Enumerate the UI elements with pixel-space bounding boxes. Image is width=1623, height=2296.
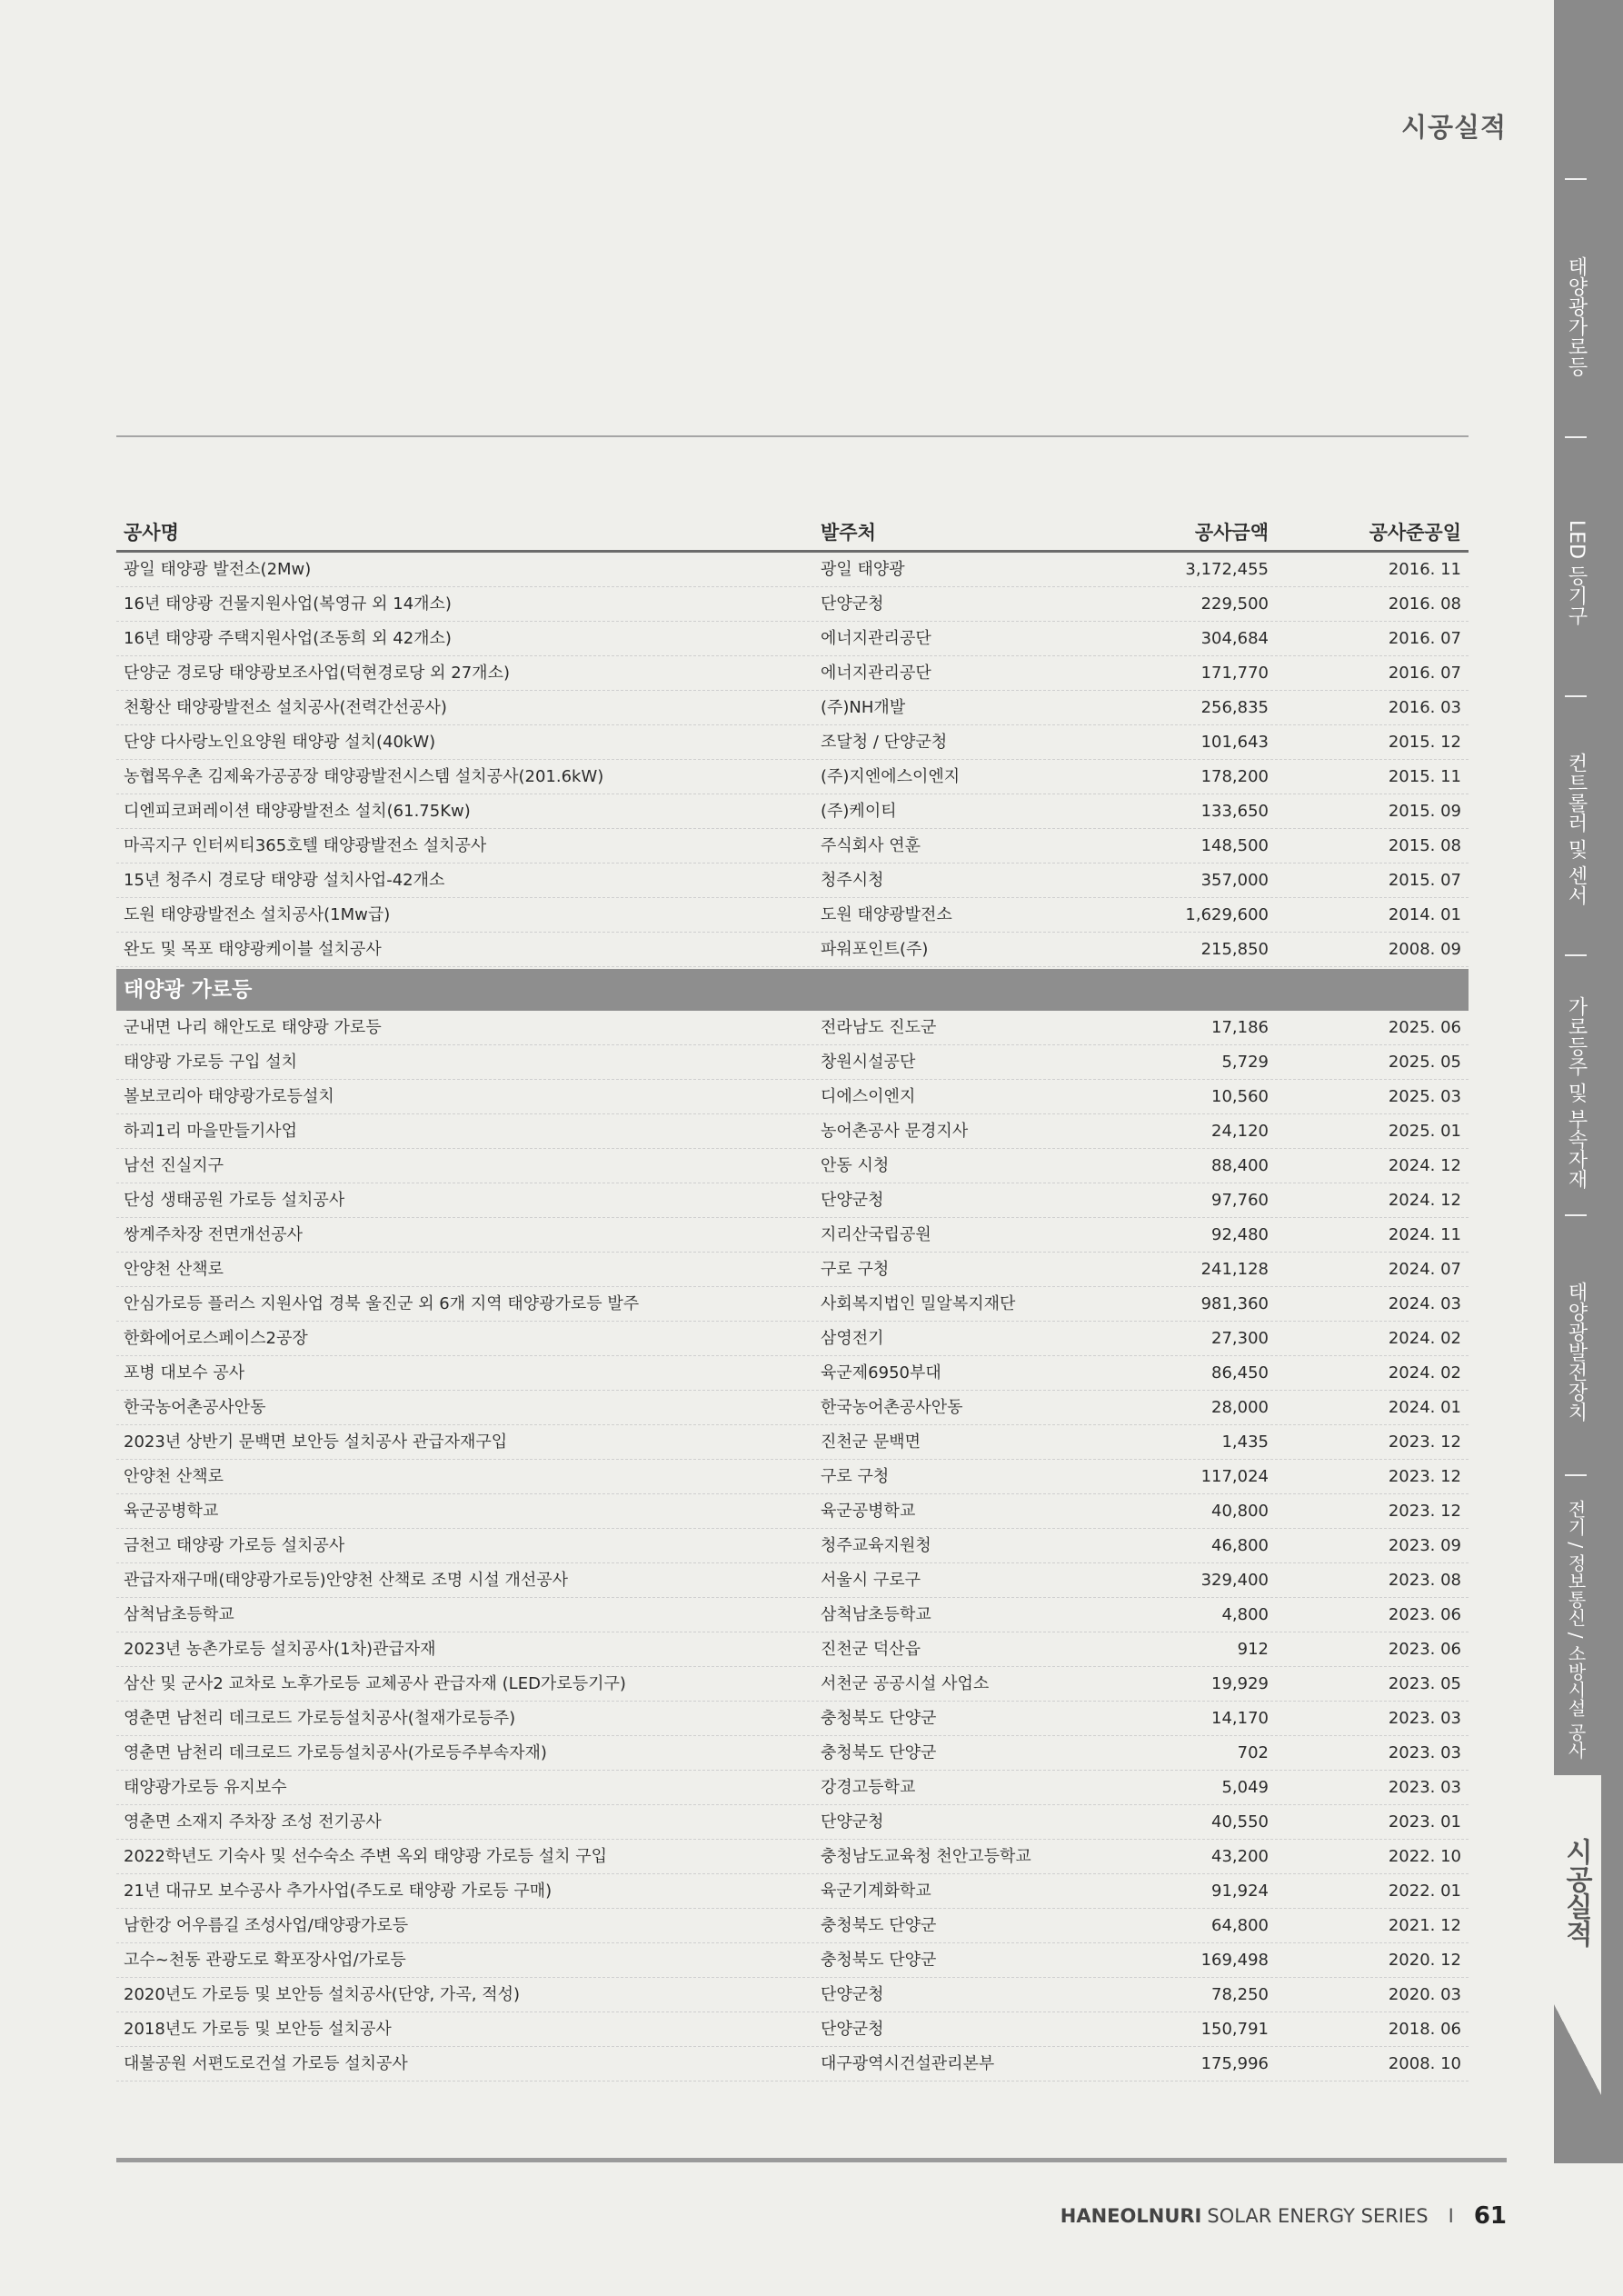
client-name: 지리산국립공원 (821, 1225, 931, 1244)
table-row (116, 1943, 1469, 1978)
contract-amount: 14,170 (1211, 1709, 1269, 1728)
client-name: 충청북도 단양군 (821, 1709, 937, 1728)
completion-date: 2023. 08 (1388, 1571, 1461, 1590)
project-name: 16년 태양광 건물지원사업(복영규 외 14개소) (124, 594, 452, 614)
project-name: 2018년도 가로등 및 보안등 설치공사 (124, 2020, 392, 2039)
contract-amount: 1,435 (1221, 1433, 1269, 1452)
header-client: 발주처 (821, 522, 876, 544)
contract-amount: 24,120 (1211, 1122, 1269, 1141)
side-tab-nav (1554, 0, 1623, 2163)
client-name: 청주교육지원청 (821, 1536, 931, 1555)
contract-amount: 40,550 (1211, 1812, 1269, 1832)
page-title: 시공실적 (1400, 112, 1507, 143)
project-name: 농협목우촌 김제육가공공장 태양광발전시스템 설치공사(201.6kW) (124, 767, 604, 786)
tab-divider (1565, 695, 1587, 697)
completion-date: 2025. 05 (1388, 1053, 1461, 1072)
table-row (116, 1253, 1469, 1287)
group-solar-streetlights (116, 1011, 1469, 2081)
project-name: 한화에어로스페이스2공장 (124, 1329, 308, 1348)
header-name: 공사명 (124, 522, 179, 544)
header-date: 공사준공일 (1369, 522, 1461, 544)
contract-amount: 133,650 (1200, 802, 1269, 821)
completion-date: 2022. 01 (1388, 1882, 1461, 1901)
client-name: 진천군 문백면 (821, 1433, 921, 1452)
table-row (116, 794, 1469, 829)
project-name: 관급자재구매(태양광가로등)안양천 산책로 조명 시설 개선공사 (124, 1571, 569, 1590)
table-row (116, 691, 1469, 725)
client-name: 대구광역시건설관리본부 (821, 2054, 995, 2073)
contract-amount: 357,000 (1200, 871, 1269, 890)
project-name: 마곡지구 인터씨티365호텔 태양광발전소 설치공사 (124, 836, 487, 855)
contract-amount: 241,128 (1200, 1260, 1269, 1279)
project-name: 태양광 가로등 구입 설치 (124, 1053, 298, 1072)
completion-date: 2023. 03 (1388, 1778, 1461, 1797)
client-name: 충청북도 단양군 (821, 1743, 937, 1762)
client-name: 단양군청 (821, 2020, 884, 2039)
project-name: 삼척남초등학교 (124, 1605, 234, 1624)
completion-date: 2023. 01 (1388, 1812, 1461, 1832)
client-name: 파워포인트(주) (821, 940, 929, 959)
completion-date: 2024. 01 (1388, 1398, 1461, 1417)
table-row (116, 2047, 1469, 2081)
project-name: 볼보코리아 태양광가로등설치 (124, 1087, 334, 1106)
contract-amount: 91,924 (1211, 1882, 1269, 1901)
completion-date: 2021. 12 (1388, 1916, 1461, 1935)
contract-amount: 27,300 (1211, 1329, 1269, 1348)
contract-amount: 46,800 (1211, 1536, 1269, 1555)
table-row (116, 1840, 1469, 1874)
table-row (116, 1874, 1469, 1909)
tab-led-fixture[interactable]: LED 등기구 (1565, 520, 1588, 626)
completion-date: 2024. 12 (1388, 1191, 1461, 1210)
table-row (116, 1460, 1469, 1494)
completion-date: 2015. 08 (1388, 836, 1461, 855)
contract-amount: 101,643 (1200, 733, 1269, 752)
project-name: 단양 다사랑노인요양원 태양광 설치(40kW) (124, 733, 436, 752)
table-row (116, 1563, 1469, 1598)
contract-amount: 117,024 (1200, 1467, 1269, 1486)
client-name: 구로 구청 (821, 1260, 890, 1279)
project-name: 디엔피코퍼레이션 태양광발전소 설치(61.75Kw) (124, 802, 471, 821)
project-name: 포병 대보수 공사 (124, 1363, 245, 1383)
table-row (116, 1736, 1469, 1771)
tab-solar-generator[interactable]: 태양광발전장치 (1565, 1282, 1588, 1422)
project-name: 천황산 태양광발전소 설치공사(전력간선공사) (124, 698, 447, 717)
client-name: 진천군 덕산읍 (821, 1640, 921, 1659)
project-name: 영춘면 소재지 주차장 조성 전기공사 (124, 1812, 382, 1832)
project-name: 2023년 상반기 문백면 보안등 설치공사 관급자재구입 (124, 1433, 508, 1452)
project-table (116, 512, 1469, 2081)
completion-date: 2015. 12 (1388, 733, 1461, 752)
table-row (116, 587, 1469, 622)
page-number: 61 (1473, 2202, 1507, 2230)
table-row (116, 1183, 1469, 1218)
tab-divider (1565, 178, 1587, 180)
contract-amount: 10,560 (1211, 1087, 1269, 1106)
table-row (116, 1909, 1469, 1943)
table-row (116, 1494, 1469, 1529)
completion-date: 2018. 06 (1388, 2020, 1461, 2039)
section-title-solar-streetlight: 태양광 가로등 (116, 969, 1469, 1011)
table-row (116, 898, 1469, 933)
tab-controller-sensor[interactable]: 컨트롤러 및 센서 (1565, 753, 1588, 905)
table-row (116, 622, 1469, 656)
table-row (116, 1287, 1469, 1322)
client-name: 사회복지법인 밀알복지재단 (821, 1294, 1016, 1313)
project-name: 15년 청주시 경로당 태양광 설치사업-42개소 (124, 871, 445, 890)
footer (1060, 2198, 1507, 2234)
client-name: (주)케이티 (821, 802, 897, 821)
client-name: 창원시설공단 (821, 1053, 916, 1072)
tab-electrical-works[interactable]: 전기 / 정보통신 / 소방시설 공사 (1565, 1500, 1587, 1760)
table-row (116, 2012, 1469, 2047)
table-row (116, 1425, 1469, 1460)
project-name: 영춘면 남천리 데크로드 가로등설치공사(가로등주부속자재) (124, 1743, 547, 1762)
client-name: 청주시청 (821, 871, 884, 890)
project-name: 2022학년도 기숙사 및 선수숙소 주변 옥외 태양광 가로등 설치 구입 (124, 1847, 608, 1866)
completion-date: 2024. 02 (1388, 1363, 1461, 1383)
table-row (116, 1322, 1469, 1356)
project-name: 완도 및 목포 태양광케이블 설치공사 (124, 940, 382, 959)
completion-date: 2024. 11 (1388, 1225, 1461, 1244)
table-row (116, 1529, 1469, 1563)
project-name: 안심가로등 플러스 지원사업 경북 울진군 외 6개 지역 태양광가로등 발주 (124, 1294, 640, 1313)
contract-amount: 178,200 (1200, 767, 1269, 786)
client-name: 충청남도교육청 천안고등학교 (821, 1847, 1031, 1866)
tab-construction-record[interactable]: 시공실적 (1560, 1838, 1592, 1947)
client-name: (주)NH개발 (821, 698, 906, 717)
contract-amount: 17,186 (1211, 1018, 1269, 1037)
table-row (116, 553, 1469, 587)
completion-date: 2020. 03 (1388, 1985, 1461, 2004)
contract-amount: 4,800 (1221, 1605, 1269, 1624)
project-name: 금천고 태양광 가로등 설치공사 (124, 1536, 345, 1555)
completion-date: 2015. 09 (1388, 802, 1461, 821)
table-row (116, 1667, 1469, 1702)
contract-amount: 19,929 (1211, 1674, 1269, 1693)
client-name: 육군기계화학교 (821, 1882, 931, 1901)
completion-date: 2008. 10 (1388, 2054, 1461, 2073)
contract-amount: 92,480 (1211, 1225, 1269, 1244)
table-row (116, 760, 1469, 794)
contract-amount: 912 (1237, 1640, 1269, 1659)
project-name: 태양광가로등 유지보수 (124, 1778, 287, 1797)
table-row (116, 863, 1469, 898)
completion-date: 2020. 12 (1388, 1951, 1461, 1970)
table-row (116, 1080, 1469, 1114)
client-name: 단양군청 (821, 1191, 884, 1210)
project-name: 21년 대규모 보수공사 추가사업(주도로 태양광 가로등 구매) (124, 1882, 553, 1901)
contract-amount: 64,800 (1211, 1916, 1269, 1935)
client-name: 전라남도 진도군 (821, 1018, 937, 1037)
completion-date: 2014. 01 (1388, 905, 1461, 924)
completion-date: 2008. 09 (1388, 940, 1461, 959)
table-row (116, 1045, 1469, 1080)
tab-solar-streetlight[interactable]: 태양광가로등 (1565, 256, 1588, 376)
table-row (116, 1632, 1469, 1667)
contract-amount: 97,760 (1211, 1191, 1269, 1210)
client-name: 에너지관리공단 (821, 629, 931, 648)
client-name: 충청북도 단양군 (821, 1951, 937, 1970)
project-name: 단양군 경로당 태양광보조사업(덕현경로당 외 27개소) (124, 664, 510, 683)
tab-divider (1565, 1474, 1587, 1476)
project-name: 광일 태양광 발전소(2Mw) (124, 560, 312, 579)
client-name: 삼영전기 (821, 1329, 884, 1348)
completion-date: 2023. 12 (1388, 1502, 1461, 1521)
client-name: 한국농어촌공사안동 (821, 1398, 963, 1417)
side-tab-notch (1554, 2004, 1601, 2095)
contract-amount: 329,400 (1200, 1571, 1269, 1590)
completion-date: 2023. 03 (1388, 1709, 1461, 1728)
client-name: 서천군 공공시설 사업소 (821, 1674, 990, 1693)
client-name: 충청북도 단양군 (821, 1916, 937, 1935)
completion-date: 2022. 10 (1388, 1847, 1461, 1866)
client-name: 구로 구청 (821, 1467, 890, 1486)
client-name: 서울시 구로구 (821, 1571, 921, 1590)
footer-separator: I (1448, 2205, 1454, 2227)
tab-divider (1565, 1214, 1587, 1216)
completion-date: 2023. 05 (1388, 1674, 1461, 1693)
table-row (116, 1391, 1469, 1425)
client-name: 조달청 / 단양군청 (821, 733, 948, 752)
contract-amount: 304,684 (1200, 629, 1269, 648)
completion-date: 2025. 01 (1388, 1122, 1461, 1141)
project-name: 영춘면 남천리 데크로드 가로등설치공사(철재가로등주) (124, 1709, 516, 1728)
client-name: 디에스이엔지 (821, 1087, 916, 1106)
table-row (116, 1978, 1469, 2012)
contract-amount: 43,200 (1211, 1847, 1269, 1866)
table-row (116, 656, 1469, 691)
table-row (116, 1598, 1469, 1632)
project-name: 도원 태양광발전소 설치공사(1Mw급) (124, 905, 391, 924)
project-name: 한국농어촌공사안동 (124, 1398, 266, 1417)
contract-amount: 40,800 (1211, 1502, 1269, 1521)
contract-amount: 215,850 (1200, 940, 1269, 959)
group-solar-plants (116, 553, 1469, 967)
completion-date: 2023. 06 (1388, 1640, 1461, 1659)
project-name: 고수~천동 관광도로 확포장사업/가로등 (124, 1951, 406, 1970)
client-name: (주)지엔에스이엔지 (821, 767, 961, 786)
completion-date: 2016. 03 (1388, 698, 1461, 717)
contract-amount: 5,729 (1221, 1053, 1269, 1072)
client-name: 강경고등학교 (821, 1778, 916, 1797)
project-name: 안양천 산책로 (124, 1260, 224, 1279)
table-row (116, 1011, 1469, 1045)
footer-series: SOLAR ENERGY SERIES (1207, 2205, 1429, 2227)
client-name: 육군공병학교 (821, 1502, 916, 1521)
tab-divider (1565, 436, 1587, 438)
client-name: 광일 태양광 (821, 560, 905, 579)
completion-date: 2025. 06 (1388, 1018, 1461, 1037)
bottom-divider (116, 2158, 1507, 2162)
table-row (116, 725, 1469, 760)
client-name: 육군제6950부대 (821, 1363, 941, 1383)
completion-date: 2024. 03 (1388, 1294, 1461, 1313)
project-name: 남선 진실지구 (124, 1156, 224, 1175)
contract-amount: 148,500 (1200, 836, 1269, 855)
contract-amount: 3,172,455 (1185, 560, 1269, 579)
client-name: 도원 태양광발전소 (821, 905, 952, 924)
completion-date: 2023. 06 (1388, 1605, 1461, 1624)
contract-amount: 28,000 (1211, 1398, 1269, 1417)
tab-pole-accessories[interactable]: 가로등주 및 부속자재 (1565, 996, 1588, 1189)
project-name: 삼산 및 군사2 교차로 노후가로등 교체공사 관급자재 (LED가로등기구) (124, 1674, 626, 1693)
table-row (116, 1805, 1469, 1840)
table-row (116, 933, 1469, 967)
client-name: 삼척남초등학교 (821, 1605, 931, 1624)
completion-date: 2025. 03 (1388, 1087, 1461, 1106)
completion-date: 2024. 12 (1388, 1156, 1461, 1175)
completion-date: 2023. 12 (1388, 1433, 1461, 1452)
completion-date: 2023. 09 (1388, 1536, 1461, 1555)
completion-date: 2016. 07 (1388, 664, 1461, 683)
project-name: 쌍계주차장 전면개선공사 (124, 1225, 303, 1244)
client-name: 단양군청 (821, 1812, 884, 1832)
contract-amount: 175,996 (1200, 2054, 1269, 2073)
completion-date: 2015. 11 (1388, 767, 1461, 786)
project-name: 육군공병학교 (124, 1502, 219, 1521)
completion-date: 2024. 02 (1388, 1329, 1461, 1348)
table-row (116, 1114, 1469, 1149)
contract-amount: 88,400 (1211, 1156, 1269, 1175)
contract-amount: 981,360 (1200, 1294, 1269, 1313)
table-row (116, 1149, 1469, 1183)
project-name: 단성 생태공원 가로등 설치공사 (124, 1191, 345, 1210)
contract-amount: 169,498 (1200, 1951, 1269, 1970)
project-name: 남한강 어우름길 조성사업/태양광가로등 (124, 1916, 409, 1935)
contract-amount: 5,049 (1221, 1778, 1269, 1797)
contract-amount: 229,500 (1200, 594, 1269, 614)
project-name: 군내면 나리 해안도로 태양광 가로등 (124, 1018, 382, 1037)
client-name: 단양군청 (821, 594, 884, 614)
footer-brand: HANEOLNURI (1060, 2205, 1202, 2227)
table-row (116, 1771, 1469, 1805)
contract-amount: 86,450 (1211, 1363, 1269, 1383)
client-name: 에너지관리공단 (821, 664, 931, 683)
project-name: 대불공원 서편도로건설 가로등 설치공사 (124, 2054, 408, 2073)
completion-date: 2023. 03 (1388, 1743, 1461, 1762)
table-row (116, 1702, 1469, 1736)
contract-amount: 171,770 (1200, 664, 1269, 683)
contract-amount: 1,629,600 (1185, 905, 1269, 924)
completion-date: 2023. 12 (1388, 1467, 1461, 1486)
project-name: 2020년도 가로등 및 보안등 설치공사(단양, 가곡, 적성) (124, 1985, 520, 2004)
completion-date: 2016. 07 (1388, 629, 1461, 648)
completion-date: 2016. 11 (1388, 560, 1461, 579)
contract-amount: 150,791 (1200, 2020, 1269, 2039)
project-name: 안양천 산책로 (124, 1467, 224, 1486)
tab-divider (1565, 954, 1587, 956)
project-name: 16년 태양광 주택지원사업(조동희 외 42개소) (124, 629, 452, 648)
contract-amount: 78,250 (1211, 1985, 1269, 2004)
completion-date: 2024. 07 (1388, 1260, 1461, 1279)
header-amount: 공사금액 (1194, 522, 1269, 544)
client-name: 주식회사 연훈 (821, 836, 921, 855)
completion-date: 2015. 07 (1388, 871, 1461, 890)
project-name: 하괴1리 마을만들기사업 (124, 1122, 298, 1141)
side-tab-bg-bottom (1554, 2093, 1623, 2163)
top-divider (116, 435, 1469, 437)
completion-date: 2016. 08 (1388, 594, 1461, 614)
table-row (116, 1218, 1469, 1253)
client-name: 농어촌공사 문경지사 (821, 1122, 969, 1141)
table-row (116, 1356, 1469, 1391)
table-row (116, 829, 1469, 863)
client-name: 단양군청 (821, 1985, 884, 2004)
project-name: 2023년 농촌가로등 설치공사(1차)관급자재 (124, 1640, 436, 1659)
contract-amount: 256,835 (1200, 698, 1269, 717)
table-header (116, 512, 1469, 553)
contract-amount: 702 (1237, 1743, 1269, 1762)
client-name: 안동 시청 (821, 1156, 890, 1175)
